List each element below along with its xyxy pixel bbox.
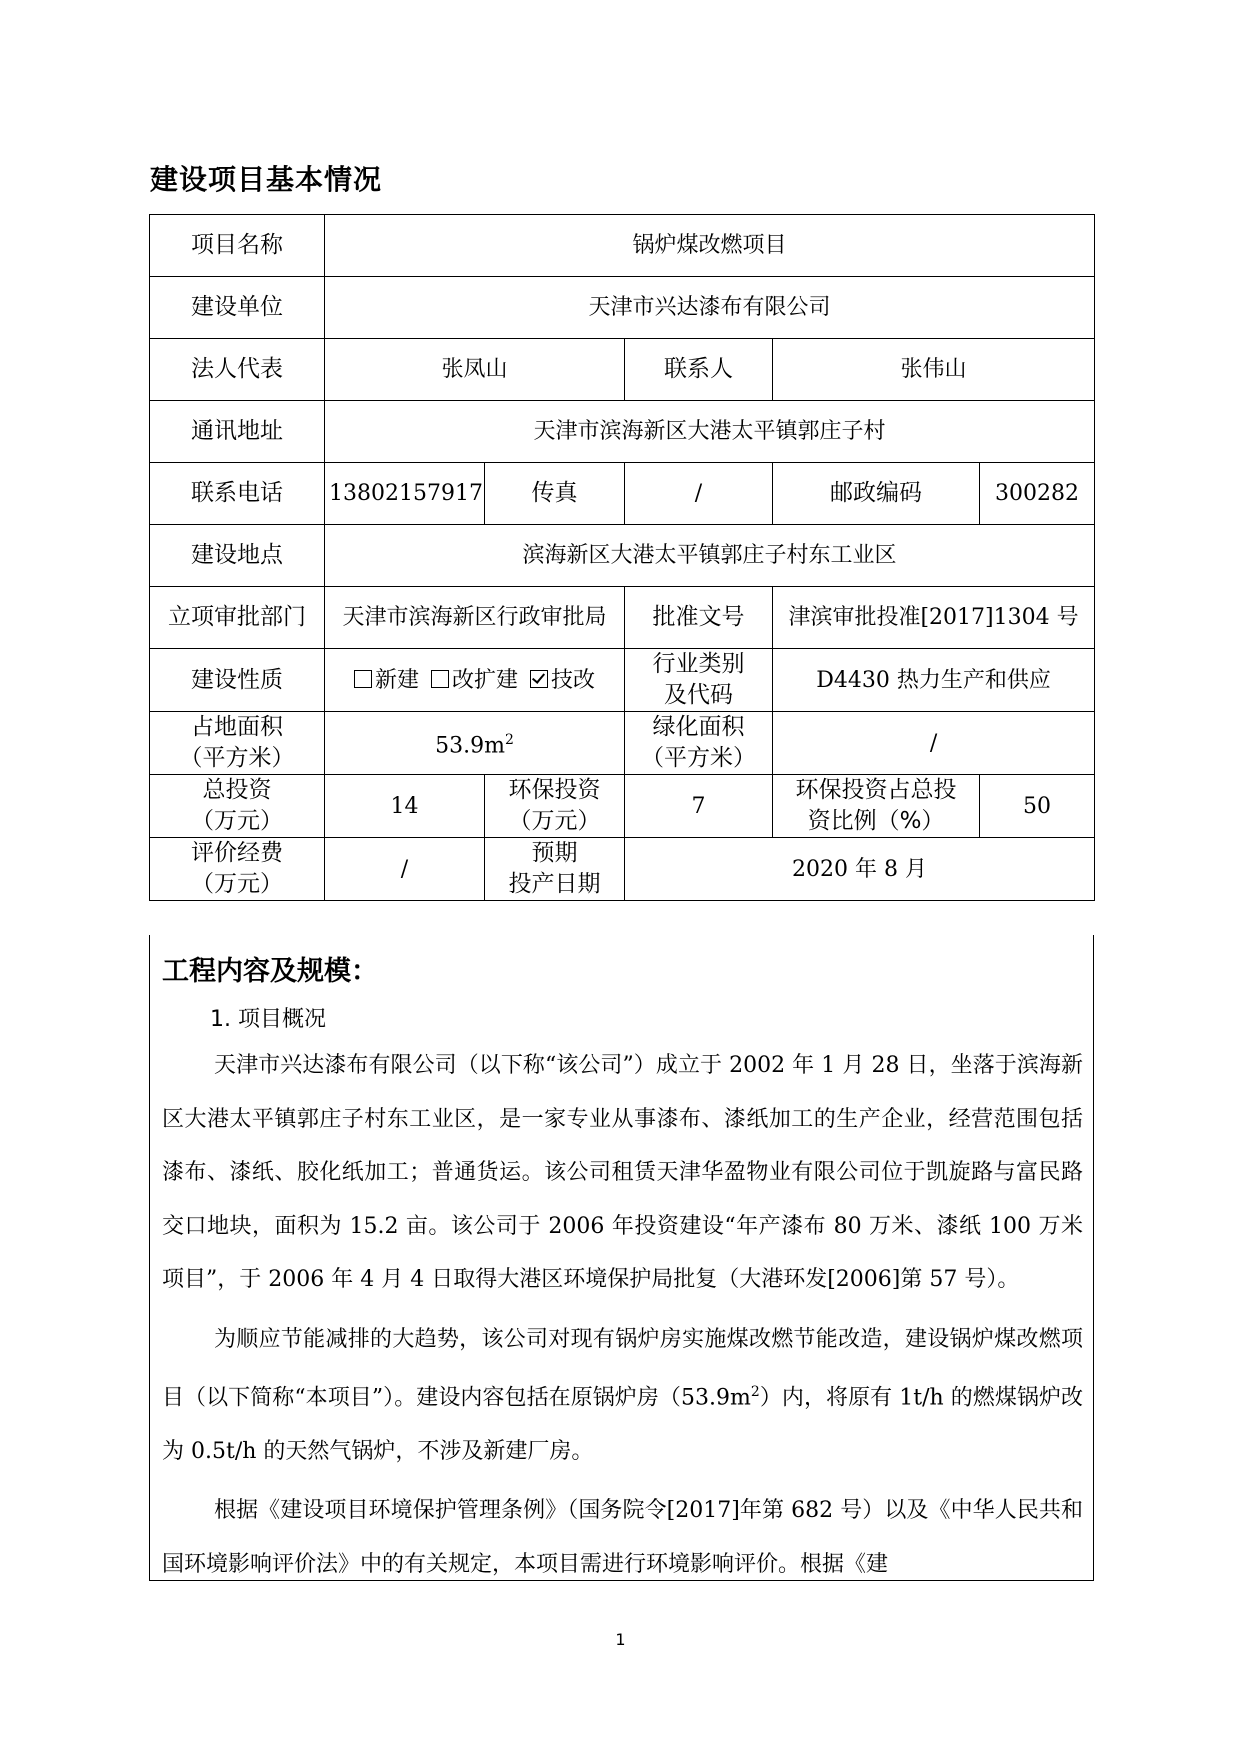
table-row	[150, 463, 1095, 525]
section-title: 建设项目基本情况	[150, 163, 383, 196]
nature-options	[325, 649, 625, 712]
nature-option-expand[interactable]: 改扩建	[431, 668, 518, 693]
content-subheading: 1. 项目概况	[210, 1007, 326, 1032]
approval-dept-label: 立项审批部门	[150, 587, 325, 649]
builder-value: 天津市兴达漆布有限公司	[325, 277, 1095, 339]
invest-value: 14	[325, 775, 485, 838]
postcode-value: 300282	[980, 463, 1095, 525]
fee-label: 评价经费 （万元）	[150, 838, 325, 901]
project-info-table	[149, 214, 1095, 901]
table-row	[150, 712, 1095, 775]
table-row	[150, 339, 1095, 401]
industry-label: 行业类别 及代码	[625, 649, 773, 712]
table-row	[150, 838, 1095, 901]
address-label: 通讯地址	[150, 401, 325, 463]
checkbox-icon	[431, 670, 449, 688]
checked-checkbox-icon	[530, 670, 548, 688]
fax-value: /	[625, 463, 773, 525]
area-value: $53.9m^2$	[325, 712, 625, 775]
env-invest-label: 环保投资 （万元）	[485, 775, 625, 838]
paragraph-2: 为顺应节能减排的大趋势，该公司对现有锅炉房实施煤改燃节能改造，建设锅炉煤改燃项目（以下简称“本项目”）。建设内容包括在原锅炉房$(53.9m^2)$内，将原有 1t/h 的燃煤锅炉改为 0.5t/h 的天然气锅炉，不涉及新建厂房。	[162, 1326, 1084, 1464]
area-label: 占地面积 （平方米）	[150, 712, 325, 775]
table-row	[150, 649, 1095, 712]
table-row	[150, 401, 1095, 463]
paragraph-1: 天津市兴达漆布有限公司（以下称“该公司”）成立于 2002 年 1 月 28 日，坐落于滨海新区大港太平镇郭庄子村东工业区，是一家专业从事漆布、漆纸加工的生产企业，经营范围包括漆布、漆纸、胶化纸加工；普通货运。该公司租赁天津华盈物业有限公司位于凯旋路与富民路交口地块，面积为 15.2 亩。该公司于 2006 年投资建设“年产漆布 80 万米、漆纸 100 万米项目”，于 2006 年 4 月 4 日取得大港区环境保护局批复（大港环发[2006]第 57 号）。	[162, 1053, 1083, 1292]
nature-option-tech[interactable]: 技改	[530, 668, 595, 693]
contact-value: 张伟山	[773, 339, 1095, 401]
legal-rep-label: 法人代表	[150, 339, 325, 401]
checkbox-icon	[354, 670, 372, 688]
builder-label: 建设单位	[150, 277, 325, 339]
table-row	[150, 525, 1095, 587]
table-row	[150, 587, 1095, 649]
content-heading: 工程内容及规模：	[162, 956, 378, 987]
site-label: 建设地点	[150, 525, 325, 587]
green-value: /	[773, 712, 1095, 775]
page-number: 1	[615, 1630, 626, 1649]
table-row	[150, 277, 1095, 339]
table-row	[150, 215, 1095, 277]
ratio-label: 环保投资占总投 资比例（%）	[773, 775, 980, 838]
approval-no-label: 批准文号	[625, 587, 773, 649]
invest-label: 总投资 （万元）	[150, 775, 325, 838]
industry-value: D4430 热力生产和供应	[773, 649, 1095, 712]
nature-option-new[interactable]: 新建	[354, 668, 419, 693]
legal-rep-value: 张凤山	[325, 339, 625, 401]
fax-label: 传真	[485, 463, 625, 525]
project-name-value: 锅炉煤改燃项目	[325, 215, 1095, 277]
env-invest-value: 7	[625, 775, 773, 838]
contact-label: 联系人	[625, 339, 773, 401]
postcode-label: 邮政编码	[773, 463, 980, 525]
approval-dept-value: 天津市滨海新区行政审批局	[325, 587, 625, 649]
content-box	[149, 935, 1094, 1581]
phone-value: 13802157917	[325, 463, 485, 525]
ratio-value: 50	[980, 775, 1095, 838]
site-value: 滨海新区大港太平镇郭庄子村东工业区	[325, 525, 1095, 587]
approval-no-value: 津滨审批投准[2017]1304 号	[773, 587, 1095, 649]
paragraph-3: 根据《建设项目环境保护管理条例》（国务院令[2017]年第 682 号）以及《中华人民共和国环境影响评价法》中的有关规定，本项目需进行环境影响评价。根据《建	[162, 1498, 1083, 1577]
table-row	[150, 775, 1095, 838]
fee-value: /	[325, 838, 485, 901]
green-label: 绿化面积 （平方米）	[625, 712, 773, 775]
date-label: 预期 投产日期	[485, 838, 625, 901]
phone-label: 联系电话	[150, 463, 325, 525]
nature-label: 建设性质	[150, 649, 325, 712]
date-value: 2020 年 8 月	[625, 838, 1095, 901]
project-name-label: 项目名称	[150, 215, 325, 277]
address-value: 天津市滨海新区大港太平镇郭庄子村	[325, 401, 1095, 463]
